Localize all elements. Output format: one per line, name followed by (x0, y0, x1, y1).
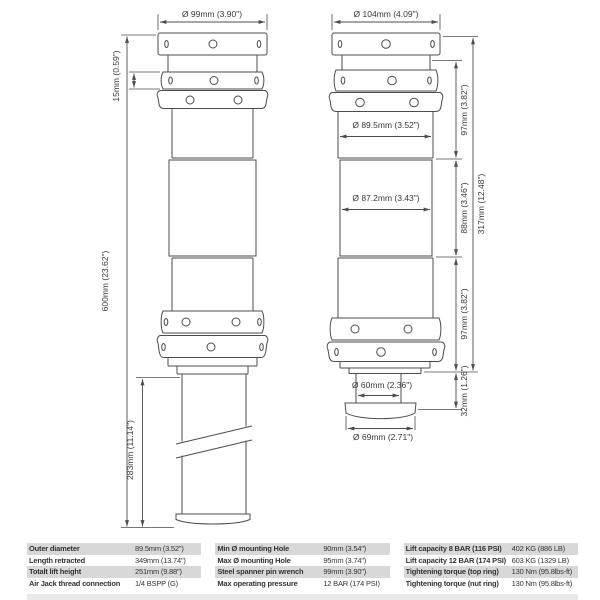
dim-label-left-top-diameter: Ø 99mm (3.90") (181, 9, 243, 19)
mounting-hole-icon (431, 41, 435, 48)
dim-label-foot-diameter: Ø 69mm (2.71") (352, 432, 414, 442)
dim-label-right-top-diameter: Ø 104mm (4.09") (353, 9, 419, 19)
spec-value: 402 KG (886 LB) (511, 544, 565, 554)
spec-label: Length retracted (29, 555, 85, 565)
extension-line (346, 416, 415, 430)
table-row (215, 555, 389, 567)
pin-hole-icon (341, 77, 345, 84)
pin-hole-icon (210, 77, 218, 85)
collar (168, 358, 257, 375)
spec-label: Tightening torque (nut ring) (405, 579, 499, 589)
neck (342, 55, 430, 70)
cylinder-body-middle (340, 160, 432, 256)
collar (340, 362, 430, 374)
spec-column-dimensions (27, 543, 201, 589)
lower-nut-ring (327, 342, 445, 362)
table-row (215, 578, 389, 590)
spec-value: 251mm (9.88") (135, 567, 182, 577)
dim-label-upper-section: 97mm (3.82") (459, 84, 469, 136)
lower-pin-wrench-ring (161, 311, 264, 333)
foot-pad (176, 514, 250, 524)
nut-ring (157, 91, 268, 109)
cylinder-body-lower (172, 258, 253, 311)
spec-label: Max operating pressure (217, 579, 298, 589)
table-row (404, 543, 578, 555)
dim-label-total-height: 600mm (23.62") (100, 250, 110, 312)
pin-wrench-ring (334, 70, 438, 91)
spec-value: 130 Nm (95.8lbs-ft) (511, 579, 573, 589)
pin-hole-icon (377, 348, 386, 357)
pin-hole-icon (428, 77, 432, 84)
left-view-extended-jack (100, 9, 268, 528)
spec-label: Max Ø mounting Hole (217, 555, 291, 565)
dim-label-ring-height: 15mm (0.59") (111, 50, 121, 102)
table-row (27, 543, 201, 555)
table-row (215, 543, 389, 555)
dim-label-lower-body-diameter: Ø 87.2mm (3.43") (352, 193, 420, 203)
pin-hole-icon (164, 319, 168, 326)
cylinder-body-lower (338, 258, 433, 318)
mounting-hole-icon (209, 40, 217, 48)
spec-table (27, 543, 578, 589)
neck (168, 55, 257, 72)
dim-label-mid-section: 88mm (3.46") (459, 182, 469, 234)
mounting-hole-icon (338, 41, 342, 48)
table-row (215, 566, 389, 578)
table-row (27, 566, 201, 578)
foot-pad (345, 403, 416, 419)
spec-label: Lift capacity 8 BAR (116 PSI) (405, 544, 502, 554)
pin-hole-icon (351, 325, 359, 333)
cylinder-body-upper (172, 109, 253, 159)
mounting-hole-icon (257, 41, 261, 48)
pin-hole-icon (232, 318, 240, 326)
pin-hole-icon (260, 344, 264, 351)
pin-hole-icon (388, 76, 397, 85)
dim-label-piston-stub: 32mm (1.26") (459, 365, 469, 417)
spec-value: 90mm (3.54") (323, 544, 367, 554)
lower-pin-wrench-ring (330, 318, 441, 340)
spec-column-mounting (215, 543, 389, 589)
dim-label-piston-extension: 283mm (11.14") (125, 419, 135, 481)
pin-hole-icon (255, 77, 259, 84)
table-row (27, 555, 201, 567)
mounting-hole-icon (165, 41, 169, 48)
spec-label: Totalt lift height (29, 567, 82, 577)
dim-label-lower-section: 97mm (3.82") (459, 288, 469, 340)
pin-hole-icon (182, 318, 190, 326)
cut-off-next-table-row (27, 594, 578, 600)
dim-label-upper-body-diameter: Ø 89.5mm (3.52") (352, 120, 420, 130)
spec-value: 99mm (3.90") (323, 567, 367, 577)
spec-label: Air Jack thread connection (29, 579, 121, 589)
spec-value: 603 KG (1329 LB) (511, 555, 569, 565)
pin-hole-icon (169, 77, 173, 84)
mounting-hole-icon (382, 40, 391, 49)
spec-label: Lift capacity 12 BAR (174 PSI) (405, 555, 506, 565)
break-lines (176, 426, 252, 458)
pin-hole-icon (207, 343, 215, 351)
nut-ring (329, 93, 443, 112)
spec-column-capacity (404, 543, 578, 589)
spec-value: 95mm (3.74") (323, 555, 367, 565)
pin-hole-icon (356, 98, 365, 107)
right-view-retracted-jack (327, 9, 486, 442)
spec-label: Tightening torque (top ring) (405, 567, 499, 577)
pin-hole-icon (433, 349, 437, 356)
dim-label-body-total: 317mm (12.48") (476, 173, 486, 235)
spec-value: 130 Nm (95.8lbs-ft) (511, 567, 573, 577)
cylinder-body-upper (338, 112, 433, 159)
pin-hole-icon (258, 319, 262, 326)
spec-value: 12 BAR (174 PSI) (323, 579, 380, 589)
pin-hole-icon (404, 325, 412, 333)
table-row (404, 578, 578, 590)
spec-label: Steel spanner pin wrench (217, 567, 304, 577)
pin-hole-icon (410, 98, 419, 107)
spec-label: Min Ø mounting Hole (217, 544, 289, 554)
spec-value: 1/4 BSPP (G) (135, 579, 178, 589)
cylinder-body-middle (169, 160, 256, 256)
table-row (404, 566, 578, 578)
table-row (27, 578, 201, 590)
pin-hole-icon (234, 96, 242, 104)
table-row (404, 555, 578, 567)
spec-label: Outer diameter (29, 544, 80, 554)
dim-label-piston-diameter: Ø 60mm (2.36") (351, 380, 413, 390)
pin-hole-icon (186, 96, 194, 104)
pin-hole-icon (335, 349, 339, 356)
pin-hole-icon (162, 344, 166, 351)
spec-value: 349mm (13.74") (135, 555, 186, 565)
spec-value: 89.5mm (3.52") (135, 544, 184, 554)
